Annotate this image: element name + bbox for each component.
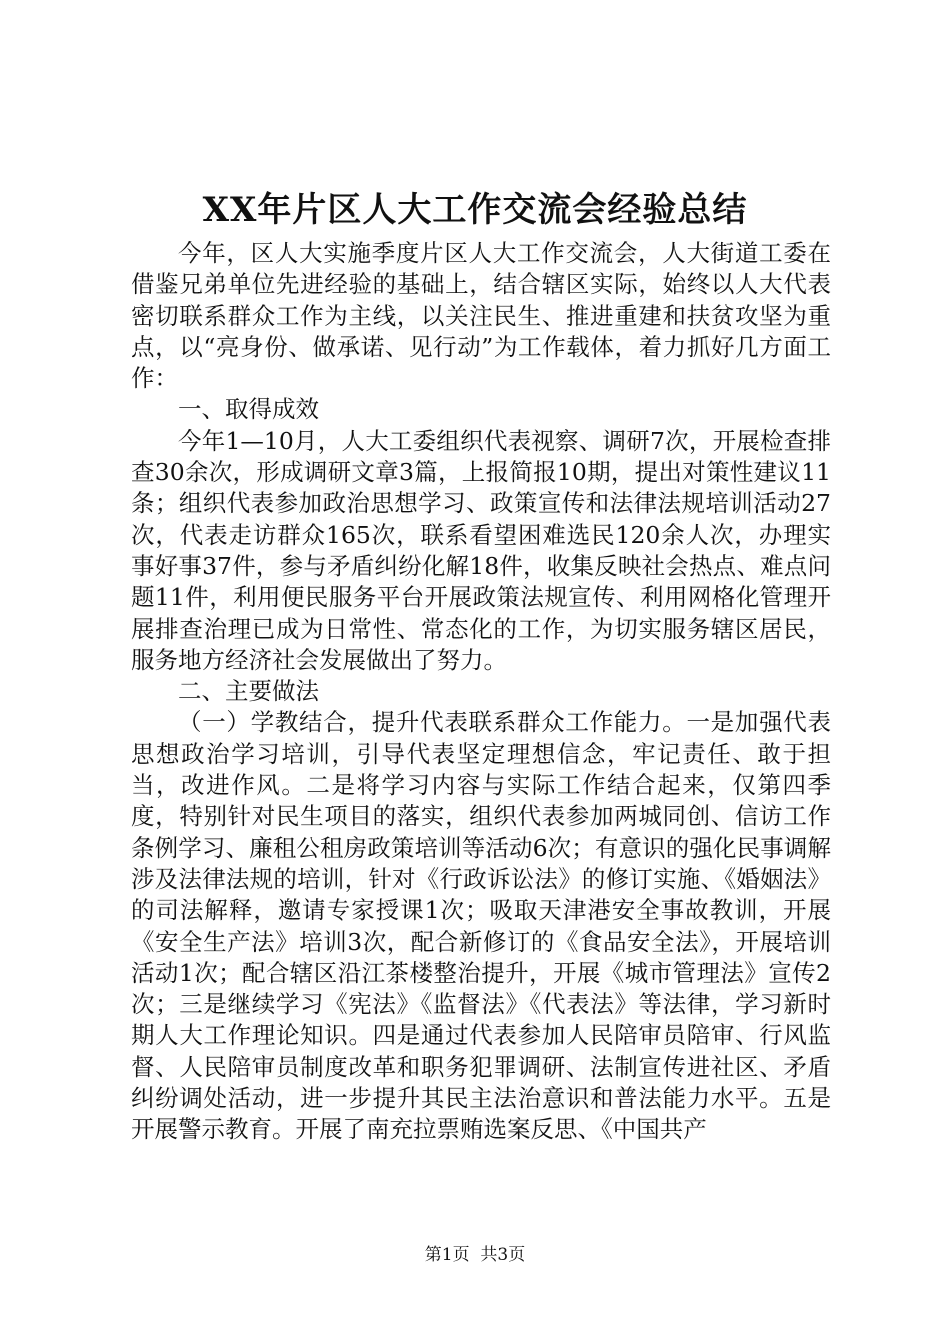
intro-paragraph: 今年，区人大实施季度片区人大工作交流会，人大街道工委在借鉴兄弟单位先进经验的基础上，结合辖区实际，始终以人大代表密切联系群众工作为主线，以关注民生、推进重建和扶贫攻坚为重点，以“亮身份、做承诺、见行动”为工作载体，着力抓好几方面工作： bbox=[131, 239, 831, 393]
document-body bbox=[131, 238, 831, 1146]
results-paragraph: 今年1—10月，人大工委组织代表视察、调研7次，开展检查排查30余次，形成调研文章3篇，上报简报10期，提出对策性建议11条；组织代表参加政治思想学习、政策宣传和法律法规培训活动27次，代表走访群众165次，联系看望困难选民120余人次，办理实事好事37件，参与矛盾纠纷化解18件，收集反映社会热点、难点问题11件，利用便民服务平台开展政策法规宣传、利用网格化管理开展排查治理已成为日常性、常态化的工作，为切实服务辖区居民，服务地方经济社会发展做出了努力。 bbox=[131, 426, 831, 674]
section-heading-methods: 二、主要做法 bbox=[178, 677, 319, 706]
page-footer: 第1页 共3页 bbox=[424, 1245, 526, 1265]
methods-paragraph: （一）学教结合，提升代表联系群众工作能力。一是加强代表思想政治学习培训，引导代表坚定理想信念，牢记责任、敢于担当，改进作风。二是将学习内容与实际工作结合起来，仅第四季度，特别针对民生项目的落实，组织代表参加两城同创、信访工作条例学习、廉租公租房政策培训等活动6次；有意识的强化民事调解涉及法律法规的培训，针对《行政诉讼法》的修订实施、《婚姻法》的司法解释，邀请专家授课1次；吸取天津港安全事故教训，开展《安全生产法》培训3次，配合新修订的《食品安全法》，开展培训活动1次；配合辖区沿江茶楼整治提升，开展《城市管理法》宣传2次；三是继续学习《宪法》《监督法》《代表法》等法律，学习新时期人大工作理论知识。四是通过代表参加人民陪审员陪审、行风监督、人民陪审员制度改革和职务犯罪调研、法制宣传进社区、矛盾纠纷调处活动，进一步提升其民主法治意识和普法能力水平。五是开展警示教育。开展了南充拉票贿选案反思、《中国共产 bbox=[131, 708, 831, 1144]
document-title: XX年片区人大工作交流会经验总结 bbox=[202, 190, 748, 230]
section-heading-results: 一、取得成效 bbox=[178, 395, 319, 424]
